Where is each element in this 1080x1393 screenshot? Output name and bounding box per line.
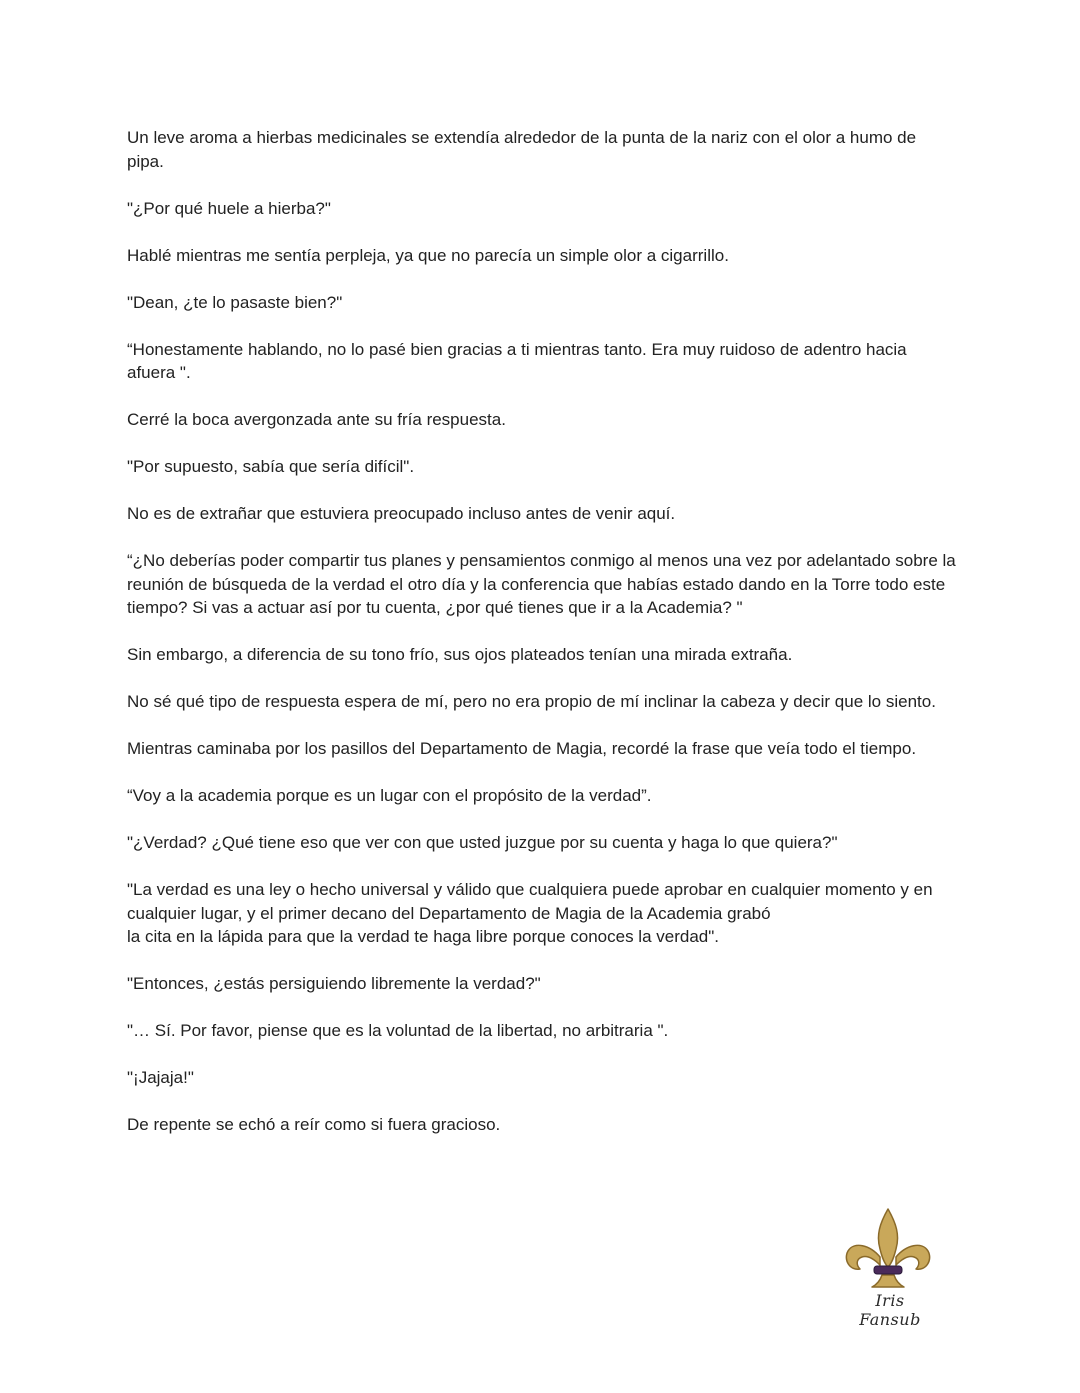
paragraph: Cerré la boca avergonzada ante su fría respuesta. bbox=[127, 410, 506, 429]
paragraph: "Entonces, ¿estás persiguiendo libremente la verdad?" bbox=[127, 974, 541, 993]
iris-fansub-logo bbox=[840, 1205, 940, 1329]
paragraph: “Voy a la academia porque es un lugar con el propósito de la verdad”. bbox=[127, 786, 652, 805]
paragraph: "¿Verdad? ¿Qué tiene eso que ver con que usted juzgue por su cuenta y haga lo que quiera?" bbox=[127, 833, 838, 852]
paragraph: "La verdad es una ley o hecho universal y válido que cualquiera puede aprobar en cualquier momento y en cualquier lugar, y el primer decano del Departamento de Magia de la Academia grabó la cita en la lápida para que la verdad te haga libre porque conoces la verdad". bbox=[127, 880, 933, 946]
paragraph: No sé qué tipo de respuesta espera de mí, pero no era propio de mí inclinar la cabeza y decir que lo siento. bbox=[127, 692, 936, 711]
document-body bbox=[127, 126, 957, 1160]
paragraph: No es de extrañar que estuviera preocupado incluso antes de venir aquí. bbox=[127, 504, 676, 523]
logo-text: Iris Fansub bbox=[859, 1291, 921, 1329]
paragraph: “¿No deberías poder compartir tus planes y pensamientos conmigo al menos una vez por adelantado sobre la reunión de búsqueda de la verdad el otro día y la conferencia que habías estado dando en la Torre todo este tiempo? Si vas a actuar así por tu cuenta, ¿por qué tienes que ir a la Academia? " bbox=[127, 551, 956, 617]
paragraph: “Honestamente hablando, no lo pasé bien gracias a ti mientras tanto. Era muy ruidoso de adentro hacia afuera ". bbox=[127, 339, 907, 382]
paragraph: "… Sí. Por favor, piense que es la voluntad de la libertad, no arbitraria ". bbox=[127, 1021, 669, 1040]
paragraph: Mientras caminaba por los pasillos del Departamento de Magia, recordé la frase que veía todo el tiempo. bbox=[127, 739, 917, 758]
fleur-de-lis-icon bbox=[840, 1205, 940, 1295]
paragraph: Sin embargo, a diferencia de su tono frío, sus ojos plateados tenían una mirada extraña. bbox=[127, 645, 793, 664]
paragraph: Un leve aroma a hierbas medicinales se extendía alrededor de la punta de la nariz con el olor a humo de pipa. bbox=[127, 128, 917, 171]
paragraph: De repente se echó a reír como si fuera gracioso. bbox=[127, 1115, 501, 1134]
paragraph: "Por supuesto, sabía que sería difícil". bbox=[127, 457, 415, 476]
paragraph: "¡Jajaja!" bbox=[127, 1068, 194, 1087]
paragraph: "Dean, ¿te lo pasaste bien?" bbox=[127, 292, 343, 312]
paragraph: Hablé mientras me sentía perpleja, ya que no parecía un simple olor a cigarrillo. bbox=[127, 245, 729, 265]
paragraph: "¿Por qué huele a hierba?" bbox=[127, 198, 331, 218]
